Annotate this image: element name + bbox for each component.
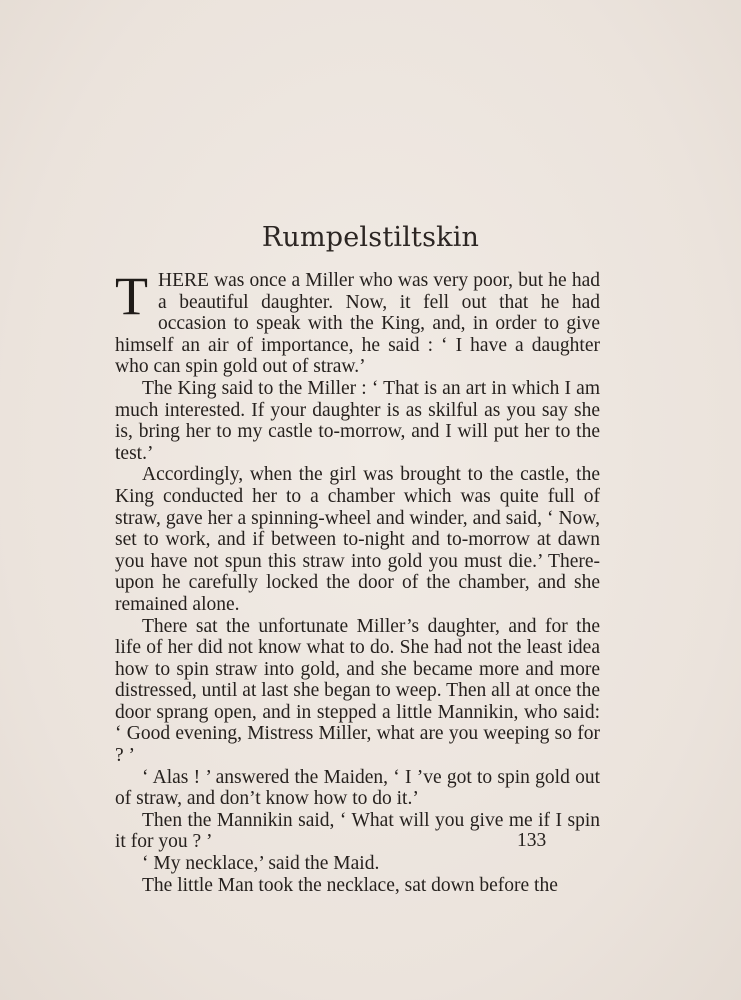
paragraph-6: Then the Mannikin said, ‘ What will you give me if I spin it for you ? ’ [115, 809, 600, 853]
paragraph-5: ‘ Alas ! ’ answered the Maiden, ‘ I ’ve got to spin gold out of straw, and don’t know how to do it.’ [115, 766, 600, 810]
paragraph-1 [115, 266, 600, 378]
paragraph-7: ‘ My necklace,’ said the Maid. [142, 853, 380, 875]
paragraph-3: Accordingly, when the girl was brought to the castle, the King conducted her to a chamber which was quite full of straw, gave her a spinning-wheel and winder, and said, ‘ Now, set to work, and if between to-night and to-morrow at dawn you have not spun this straw into gold you must die.’ There-upon he carefully locked the door of the chamber, and she remained alone. [115, 464, 600, 615]
page-title: Rumpelstiltskin [261, 222, 480, 253]
paragraph-1-text: HERE was once a Miller who was very poor, but he had a beautiful daughter. Now, it fell out that he had occasion to speak with the King, and, in order to give himself an air of importance, he said : ‘ I have a daughter who can spin gold out of straw.’ [115, 270, 600, 378]
paragraph-4: There sat the unfortunate Miller’s daughter, and for the life of her did not know what to do. She had not the least idea how to spin straw into gold, and she became more and more distressed, until at last she began to weep. Then all at once the door sprang open, and in stepped a little Mannikin, who said: ‘ Good evening, Mistress Miller, what are you weeping so for ? ’ [115, 615, 600, 767]
drop-cap: T [115, 266, 148, 326]
paragraph-8: The little Man took the necklace, sat down before the [142, 874, 558, 896]
body-text [115, 266, 600, 896]
paragraph-2: The King said to the Miller : ‘ That is an art in which I am much interested. If your daughter is as skilful as you say she is, bring her to my castle to-morrow, and I will put her to the test.’ [115, 377, 600, 464]
page-number: 133 [517, 830, 547, 851]
